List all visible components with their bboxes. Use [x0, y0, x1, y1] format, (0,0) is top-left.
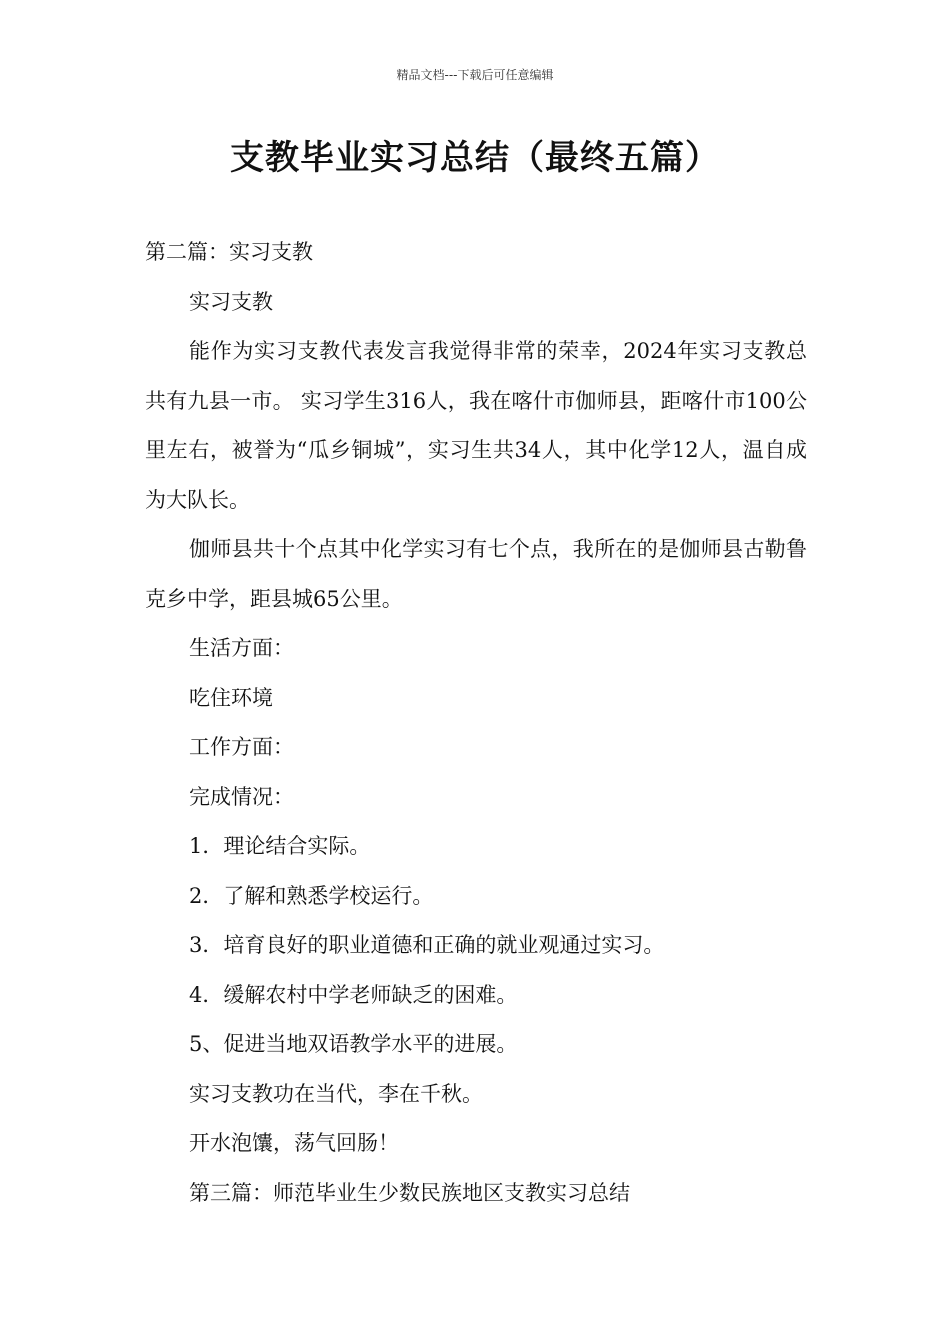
paragraph: 生活方面： — [189, 636, 294, 660]
paragraph: 开水泡馕，荡气回肠！ — [189, 1131, 399, 1155]
list-item: 5、促进当地双语教学水平的进展。 — [189, 1032, 518, 1056]
list-item: 4．缓解农村中学老师缺乏的困难。 — [189, 982, 518, 1007]
paragraph: 实习支教 — [189, 289, 273, 314]
document-title: 支教毕业实习总结（最终五篇） — [230, 138, 720, 178]
paragraph: 实习支教功在当代，李在千秋。 — [189, 1081, 483, 1106]
section-heading-2: 第二篇：实习支教 — [145, 240, 313, 264]
paragraph: 吃住环境 — [189, 685, 273, 710]
paragraph: 完成情况： — [189, 784, 294, 809]
list-item: 1．理论结合实际。 — [189, 834, 371, 858]
document-body — [145, 228, 807, 1218]
paragraph: 工作方面： — [189, 735, 294, 759]
paragraph: 伽师县共十个点其中化学实习有七个点，我所在的是伽师县古勒鲁克乡中学，距县城65公里。 — [145, 537, 807, 611]
paragraph: 能作为实习支教代表发言我觉得非常的荣幸，2024年实习支教总共有九县一市。 实习学生316人，我在喀什市伽师县，距喀什市100公里左右，被誉为“瓜乡铜城”，实习生共34人，其中化学12人，温自成为大队长。 — [145, 339, 807, 512]
section-heading-3: 第三篇：师范毕业生少数民族地区支教实习总结 — [189, 1180, 630, 1205]
list-item: 3．培育良好的职业道德和正确的就业观通过实习。 — [189, 933, 665, 957]
list-item: 2．了解和熟悉学校运行。 — [189, 883, 434, 908]
page-header: 精品文档---下载后可任意编辑 — [396, 68, 554, 82]
